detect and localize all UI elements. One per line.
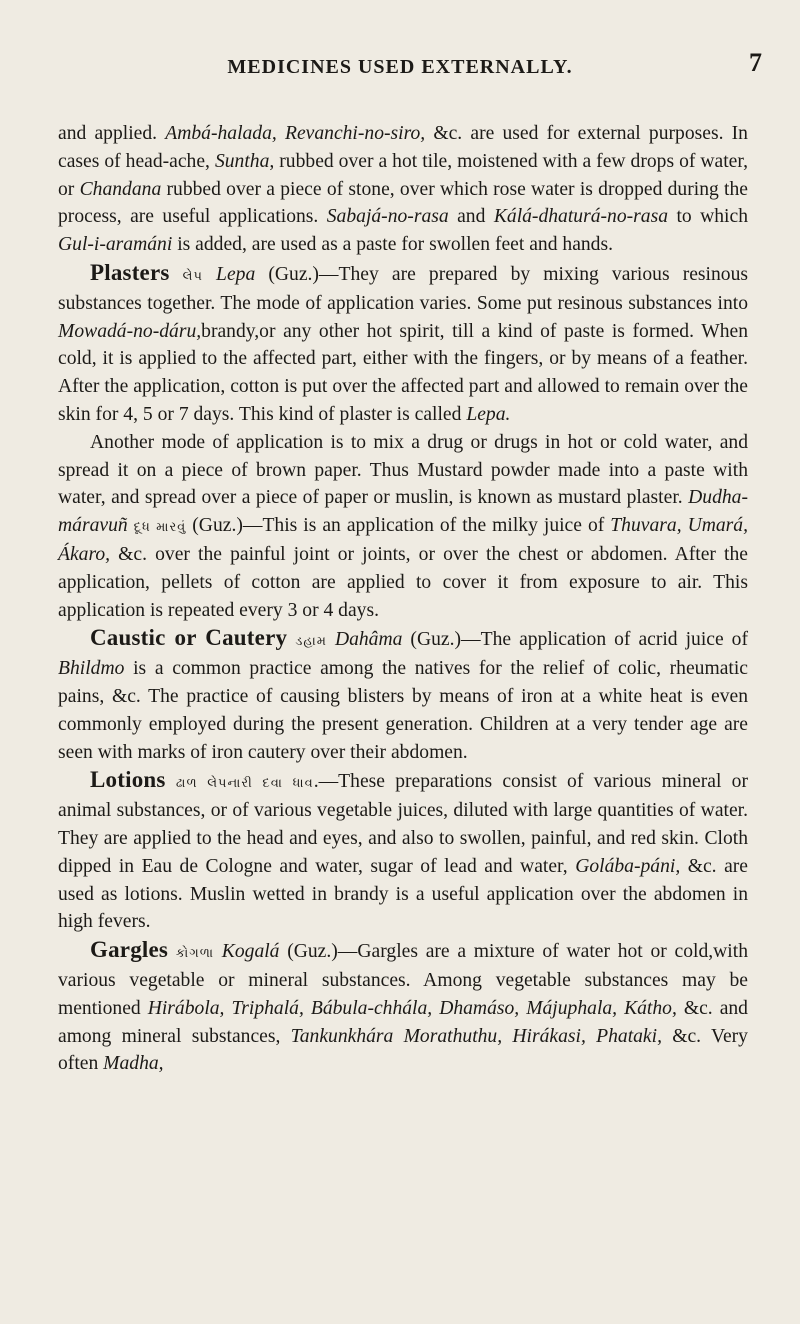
lotions-paragraph: Lotions ઢાળ લેપનારી દવા ધાવ.—These preparations consist of various mineral or animal substances, or of various vegetable juices, diluted with large quantities of water. They are applied to the head and eyes, and also to swollen, painful, and red skin. Cloth dipped in Eau de Cologne and water, sugar of lead and water, Golába-páni, &c. are used as lotions. Muslin wetted in brandy is a useful application over the abdomen in high fevers. bbox=[58, 767, 749, 933]
intro-paragraph: and applied. Ambá-halada, Revanchi-no-siro, &c. are used for external purposes. In cases of head-ache, Suntha, rubbed over a hot tile, moistened with a few drops of water, or Chandana rubbed over a piece of stone, over which rose water is dropped during the process, are useful applications. Sabajá-no-rasa and Kálá-dhaturá-no-rasa to which Gul-i-aramáni is added, are used as a paste for swollen feet and hands. bbox=[58, 123, 749, 256]
page-header bbox=[0, 48, 800, 86]
section-heading-lotions: Lotions bbox=[90, 767, 166, 793]
section-heading-caustic: Caustic or Cautery bbox=[90, 625, 288, 651]
vernacular-term: ડહામ bbox=[295, 633, 327, 649]
vernacular-term: દૂધ મારવું bbox=[133, 519, 187, 535]
vernacular-term: ઢાળ લેપનારી દવા ધાવ bbox=[175, 775, 314, 791]
plasters-paragraph: Plasters લેપ Lepa (Guz.)—They are prepared by mixing various resinous substances together. The mode of application varies. Some put resinous substances into Mowadá-no-dáru,brandy,or any other hot spirit, till a kind of paste is formed. When cold, it is applied to the affected part, either with the fingers, or by means of a feather. After the application, cotton is put over the affected part and allowed to remain over the skin for 4, 5 or 7 days. This kind of plaster is called Lepa. bbox=[58, 259, 748, 425]
body-text bbox=[58, 120, 748, 1078]
section-heading-gargles: Gargles bbox=[90, 937, 169, 963]
vernacular-term: કોગળા bbox=[175, 945, 215, 961]
caustic-paragraph: Caustic or Cautery ડહામ Dahâma (Guz.)—The application of acrid juice of Bhildmo is a common practice among the natives for the relief of colic, rheumatic pains, &c. The practice of causing blisters by means of iron at a white heat is even commonly employed during the present generation. Children at a very tender age are seen with marks of iron cautery over their abdomen. bbox=[58, 625, 748, 763]
plasters-paragraph-2: Another mode of application is to mix a drug or drugs in hot or cold water, and spread it on a piece of brown paper. Thus Mustard powder made into a paste with water, and spread over a piece of paper or muslin, is known as mustard plaster. Dudha-máravuñ દૂધ મારવું (Guz.)—This is an application of the milky juice of Thuvara, Umará, Ákaro, &c. over the painful joint or joints, or over the chest or abdomen. After the application, pellets of cotton are applied to cover it from exposure to air. This application is repeated every 3 or 4 days. bbox=[58, 431, 749, 621]
gargles-paragraph: Gargles કોગળા Kogalá (Guz.)—Gargles are a mixture of water hot or cold,with various vegetable or mineral substances. Among vegetable substances may be mentioned Hirábola, Triphalá, Bábula-chhála, Dhamáso, Májuphala, Kátho, &c. and among mineral substances, Tankunkhára Morathuthu, Hirákasi, Phataki, &c. Very often Madha, bbox=[58, 937, 748, 1075]
page-number: 7 bbox=[749, 48, 762, 77]
vernacular-term: લેપ bbox=[182, 267, 203, 283]
section-heading-plasters: Plasters bbox=[90, 259, 170, 285]
running-title: MEDICINES USED EXTERNALLY. bbox=[227, 56, 573, 78]
